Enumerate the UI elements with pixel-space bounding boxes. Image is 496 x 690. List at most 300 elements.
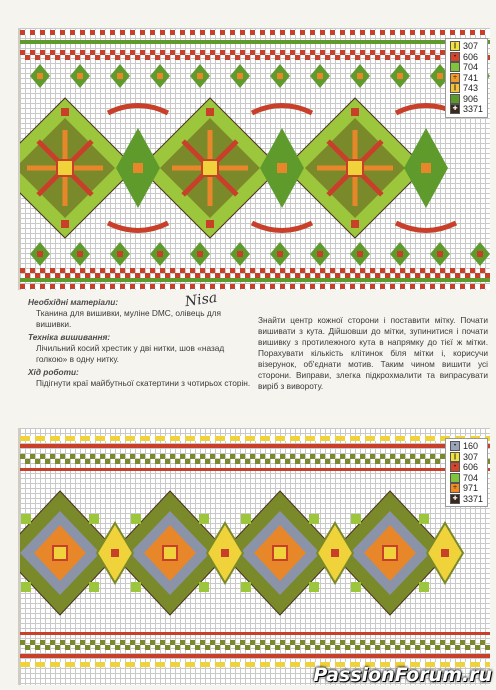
border-stitch [115, 645, 120, 650]
border-stitch [325, 436, 330, 441]
rosette-tip [351, 220, 359, 228]
border-stitch [350, 50, 355, 55]
color-swatch [450, 62, 460, 72]
border-stitch [255, 273, 260, 278]
border-stitch [305, 30, 310, 35]
border-stitch [275, 459, 280, 464]
border-stitch [465, 284, 470, 289]
border-stitch [115, 662, 120, 667]
border-stitch [450, 268, 455, 273]
border-stitch [245, 662, 250, 667]
border-stitch [120, 284, 125, 289]
border-stitch [165, 645, 170, 650]
border-stitch [90, 454, 95, 459]
border-stitch [455, 645, 460, 650]
border-stitch [165, 55, 170, 60]
border-stitch [235, 273, 240, 278]
instructions-block [28, 289, 488, 417]
border-stitch [160, 284, 165, 289]
border-stitch [305, 436, 310, 441]
legend-code: 606 [462, 51, 478, 62]
border-stitch [195, 273, 200, 278]
plus-glyph-icon: ✚ [450, 104, 460, 114]
border-stitch [70, 50, 75, 55]
bar-glyph-icon: ❙ [450, 83, 460, 93]
border-stitch [265, 30, 270, 35]
legend-row-971 [450, 483, 483, 494]
border-stitch [225, 30, 230, 35]
connector-center [111, 549, 119, 557]
border-stitch [85, 284, 90, 289]
border-stitch [410, 454, 415, 459]
border-stitch [260, 662, 265, 667]
legend-code: 704 [462, 62, 478, 72]
border-stitch [395, 645, 400, 650]
border-stitch [405, 273, 410, 278]
border-stitch [265, 273, 270, 278]
border-stitch [205, 436, 210, 441]
border-stitch [215, 55, 220, 60]
border-stitch [90, 662, 95, 667]
border-stitch [155, 30, 160, 35]
technique-heading: Техніка вишивання: [28, 332, 111, 342]
border-stitch [435, 436, 440, 441]
border-stitch [335, 645, 340, 650]
border-stitch [220, 268, 225, 273]
border-stitch [475, 273, 480, 278]
border-stitch [405, 284, 410, 289]
border-stitch [370, 50, 375, 55]
border-stitch [335, 273, 340, 278]
border-stitch [350, 454, 355, 459]
border-stitch [55, 436, 60, 441]
border-stitch [250, 50, 255, 55]
border-stitch [55, 273, 60, 278]
star-corner-leaf [131, 582, 141, 592]
border-stitch [115, 273, 120, 278]
border-stitch [385, 284, 390, 289]
color-legend-top [445, 38, 488, 118]
border-stitch [290, 436, 295, 441]
border-stitch [165, 436, 170, 441]
border-stitch [35, 273, 40, 278]
border-stitch [185, 436, 190, 441]
legend-code: 606 [462, 462, 478, 472]
border-stitch [140, 30, 145, 35]
border-stitch [25, 459, 30, 464]
border-stitch [235, 459, 240, 464]
border-stitch [35, 30, 40, 35]
border-stitch [200, 268, 205, 273]
border-stitch [80, 454, 85, 459]
border-stitch [435, 459, 440, 464]
border-stitch [330, 640, 335, 645]
border-stitch [350, 284, 355, 289]
border-stitch [265, 55, 270, 60]
border-stitch [330, 284, 335, 289]
border-stitch [160, 50, 165, 55]
border-stitch [350, 640, 355, 645]
border-stitch [215, 662, 220, 667]
small-motif-center [37, 251, 43, 257]
border-stitch [405, 459, 410, 464]
border-stitch [450, 640, 455, 645]
legend-code: 704 [462, 472, 478, 483]
border-stitch [170, 640, 175, 645]
legend-code: 906 [462, 93, 478, 104]
border-stitch [485, 284, 490, 289]
border-stitch [435, 30, 440, 35]
border-stitch [400, 436, 405, 441]
border-stitch [230, 268, 235, 273]
border-stitch [30, 284, 35, 289]
border-stitch [110, 30, 115, 35]
border-stitch [335, 284, 340, 289]
border-stitch [160, 454, 165, 459]
border-stitch [325, 459, 330, 464]
border-stitch [45, 436, 50, 441]
border-stitch [270, 662, 275, 667]
border-stitch [300, 50, 305, 55]
star-corner-leaf [21, 582, 31, 592]
border-stitch [260, 436, 265, 441]
border-stitch [420, 436, 425, 441]
border-stitch [110, 640, 115, 645]
legend-code: 307 [462, 451, 478, 462]
border-stitch [180, 50, 185, 55]
handwritten-signature: Nisa [183, 289, 219, 311]
border-stitch [395, 30, 400, 35]
border-stitch [195, 662, 200, 667]
connector-center [277, 163, 287, 173]
border-stitch [380, 268, 385, 273]
dot-glyph-icon: • [450, 441, 460, 451]
small-motif-center [237, 251, 243, 257]
border-stitch [140, 454, 145, 459]
border-stitch [200, 284, 205, 289]
border-stitch [260, 640, 265, 645]
border-stitch [260, 454, 265, 459]
border-stitch [355, 459, 360, 464]
border-stitch [175, 459, 180, 464]
star-corner-leaf [241, 582, 251, 592]
border-stitch [270, 436, 275, 441]
border-stitch [255, 30, 260, 35]
border-stitch [395, 284, 400, 289]
border-stitch [85, 459, 90, 464]
star-corner-leaf [199, 582, 209, 592]
border-stitch [180, 662, 185, 667]
border-stitch [275, 436, 280, 441]
border-stitch [295, 645, 300, 650]
border-stitch [295, 662, 300, 667]
border-stitch [255, 55, 260, 60]
small-motif-center [437, 73, 443, 79]
border-stitch [460, 640, 465, 645]
border-stitch [30, 268, 35, 273]
border-stitch [125, 55, 130, 60]
border-stitch [285, 645, 290, 650]
border-stitch [330, 30, 335, 35]
border-stitch [60, 50, 65, 55]
rosette-center [347, 160, 363, 176]
legend-row-3371 [450, 494, 483, 505]
border-stitch [420, 640, 425, 645]
border-stitch [40, 662, 45, 667]
border-stitch [150, 284, 155, 289]
border-stitch [160, 30, 165, 35]
border-stitch [455, 284, 460, 289]
color-swatch [450, 94, 460, 104]
border-stitch [100, 284, 105, 289]
border-stitch [370, 284, 375, 289]
border-stitch [240, 268, 245, 273]
border-stitch [175, 55, 180, 60]
border-stitch [100, 50, 105, 55]
border-stitch [235, 436, 240, 441]
border-stitch [480, 30, 485, 35]
legend-row-743 [450, 83, 483, 94]
border-stitch [195, 30, 200, 35]
border-stitch [135, 662, 140, 667]
border-stitch [265, 645, 270, 650]
border-stitch [290, 662, 295, 667]
border-stitch [185, 55, 190, 60]
border-stitch [270, 454, 275, 459]
border-stitch [85, 645, 90, 650]
border-stitch [220, 454, 225, 459]
border-stitch [165, 459, 170, 464]
border-stitch [210, 662, 215, 667]
border-stitch [260, 30, 265, 35]
border-stitch [355, 55, 360, 60]
border-stitch [50, 454, 55, 459]
border-stitch [200, 454, 205, 459]
border-stitch [40, 268, 45, 273]
border-stitch [135, 645, 140, 650]
border-stitch [225, 284, 230, 289]
border-stitch [360, 640, 365, 645]
border-stitch [250, 436, 255, 441]
border-stitch [200, 436, 205, 441]
border-stitch [220, 284, 225, 289]
border-stitch [415, 645, 420, 650]
border-stitch [265, 459, 270, 464]
border-stitch [130, 30, 135, 35]
dot-glyph-icon: • [450, 52, 460, 62]
border-stitch [250, 284, 255, 289]
border-stitch [255, 436, 260, 441]
border-stitch [135, 436, 140, 441]
border-stitch [120, 640, 125, 645]
border-stitch [35, 436, 40, 441]
instructions-left-column [28, 297, 253, 391]
border-stitch [275, 284, 280, 289]
border-stitch [60, 284, 65, 289]
border-stitch [140, 436, 145, 441]
border-stitch [20, 268, 25, 273]
small-motif-center [117, 251, 123, 257]
border-stitch [335, 436, 340, 441]
process-text: Підігнути краї майбутньої скатертини з чотирьох сторін. [36, 378, 251, 388]
border-stitch [125, 273, 130, 278]
border-stitch [310, 50, 315, 55]
border-stitch [475, 645, 480, 650]
legend-code: 307 [462, 41, 478, 51]
border-stitch [150, 436, 155, 441]
border-stitch [95, 30, 100, 35]
small-motif-center [277, 73, 283, 79]
border-stitch [315, 55, 320, 60]
border-stitch [60, 30, 65, 35]
small-motif-center [477, 251, 483, 257]
border-stitch [210, 640, 215, 645]
border-stitch [90, 284, 95, 289]
border-stitch [120, 454, 125, 459]
border-stitch [420, 30, 425, 35]
border-stitch [105, 284, 110, 289]
border-stitch [50, 268, 55, 273]
border-stitch [45, 273, 50, 278]
border-stitch [335, 30, 340, 35]
border-stitch [315, 284, 320, 289]
border-stitch [325, 645, 330, 650]
border-stitch [90, 436, 95, 441]
plus-glyph-icon: + [450, 483, 460, 493]
border-stitch [475, 30, 480, 35]
border-stitch [25, 662, 30, 667]
border-stitch [225, 645, 230, 650]
connector-arc [252, 106, 312, 114]
border-stitch [380, 640, 385, 645]
border-stitch [285, 662, 290, 667]
border-stitch [55, 459, 60, 464]
border-stitch [130, 662, 135, 667]
border-stitch [240, 50, 245, 55]
border-line [20, 40, 490, 44]
border-stitch [340, 454, 345, 459]
border-stitch [20, 284, 25, 289]
border-stitch [465, 645, 470, 650]
border-stitch [105, 662, 110, 667]
border-stitch [65, 662, 70, 667]
border-stitch [385, 55, 390, 60]
border-stitch [95, 436, 100, 441]
border-stitch [345, 436, 350, 441]
border-stitch [55, 55, 60, 60]
border-stitch [90, 640, 95, 645]
legend-row-307 [450, 452, 483, 463]
legend-code: 743 [462, 83, 478, 93]
border-stitch [285, 30, 290, 35]
border-stitch [70, 30, 75, 35]
border-stitch [130, 268, 135, 273]
border-stitch [185, 273, 190, 278]
border-stitch [300, 662, 305, 667]
border-stitch [240, 436, 245, 441]
border-stitch [25, 30, 30, 35]
border-stitch [100, 436, 105, 441]
border-stitch [405, 645, 410, 650]
border-stitch [65, 459, 70, 464]
border-stitch [400, 454, 405, 459]
rosette-tip [206, 108, 214, 116]
border-stitch [35, 284, 40, 289]
border-stitch [390, 436, 395, 441]
border-stitch [130, 50, 135, 55]
border-stitch [275, 645, 280, 650]
border-stitch [295, 284, 300, 289]
border-stitch [430, 454, 435, 459]
border-stitch [425, 645, 430, 650]
legend-code: 971 [462, 483, 478, 493]
border-stitch [320, 50, 325, 55]
legend-row-160 [450, 441, 483, 452]
border-stitch [215, 273, 220, 278]
border-stitch [395, 459, 400, 464]
border-stitch [390, 454, 395, 459]
border-stitch [210, 30, 215, 35]
rosette-tip [61, 220, 69, 228]
star-corner-leaf [309, 582, 319, 592]
border-stitch [195, 459, 200, 464]
border-stitch [20, 454, 25, 459]
border-stitch [290, 640, 295, 645]
border-stitch [145, 284, 150, 289]
border-stitch [430, 436, 435, 441]
legend-row-606 [450, 462, 483, 473]
border-stitch [450, 30, 455, 35]
border-stitch [285, 436, 290, 441]
border-stitch [360, 284, 365, 289]
border-stitch [310, 436, 315, 441]
border-stitch [345, 30, 350, 35]
border-stitch [335, 459, 340, 464]
small-motif-center [317, 251, 323, 257]
border-stitch [135, 55, 140, 60]
border-stitch [200, 662, 205, 667]
border-stitch [70, 662, 75, 667]
border-stitch [480, 268, 485, 273]
border-stitch [70, 454, 75, 459]
legend-row-906 [450, 94, 483, 105]
legend-row-3371 [450, 104, 483, 115]
legend-code: 160 [462, 441, 478, 451]
border-stitch [135, 284, 140, 289]
border-stitch [305, 459, 310, 464]
border-stitch [70, 284, 75, 289]
legend-row-606 [450, 52, 483, 63]
border-stitch [80, 50, 85, 55]
border-stitch [280, 662, 285, 667]
border-stitch [275, 30, 280, 35]
border-stitch [65, 284, 70, 289]
border-stitch [210, 268, 215, 273]
border-stitch [65, 30, 70, 35]
connector-arc [108, 223, 168, 231]
border-stitch [145, 645, 150, 650]
border-stitch [235, 284, 240, 289]
border-stitch [255, 459, 260, 464]
star-corner-leaf [241, 514, 251, 524]
legend-row-704 [450, 62, 483, 73]
border-stitch [225, 436, 230, 441]
border-stitch [85, 662, 90, 667]
rosette-center [202, 160, 218, 176]
border-stitch [35, 55, 40, 60]
border-stitch [140, 284, 145, 289]
border-stitch [290, 284, 295, 289]
